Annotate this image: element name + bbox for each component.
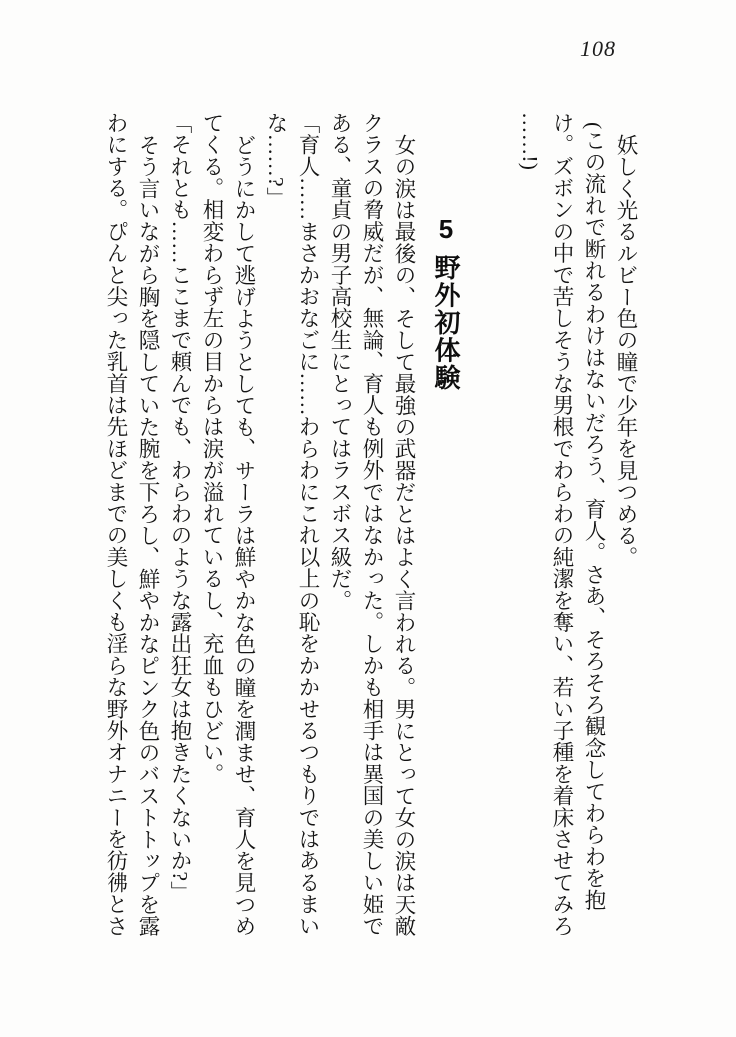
text-line: てくる。相変わらず左の目からは涙が溢れているし、充血もひどい。 [200, 112, 224, 785]
text-line: け。ズボンの中で苦しそうな男根でわらわの純潔を奪い、若い子種を着床させてみろ [550, 112, 574, 937]
text-line: わにする。ぴんと尖った乳首は先ほどまでの美しくも淫らな野外オナニーを彷彿とさ [104, 112, 128, 937]
chapter-title: 野外初体験 [431, 253, 461, 391]
text-line: 「育人……まさかおなごに……わらわにこれ以上の恥をかかせるつもりではあるまい [296, 112, 320, 937]
text-line: そう言いながら胸を隠していた腕を下ろし、鮮やかなピンク色のバストトップを露 [136, 133, 160, 937]
page-number: 108 [580, 36, 616, 61]
chapter-number: 5 [431, 214, 461, 246]
text-line: 女の涙は最後の、そして最強の武器だとはよく言われる。男にとって女の涙は天敵 [392, 133, 416, 937]
text-line: (この流れで断れるわけはないだろう、育人。さあ、そろそろ観念してわらわを抱 [582, 122, 606, 911]
text-line: ある、童貞の男子高校生にとってはラスボス級だ。 [328, 112, 352, 612]
text-line: 妖しく光るルビー色の瞳で少年を見つめる。 [614, 133, 638, 568]
text-line: ……!) [518, 112, 542, 171]
chapter-heading [432, 112, 460, 942]
text-line: どうにかして逃げようとしても、サーラは鮮やかな色の瞳を潤ませ、育人を見つめ [232, 133, 256, 937]
text-line: な……?」 [264, 112, 288, 209]
text-line: 「それとも……ここまで頼んでも、わらわのような露出狂女は抱きたくないか?」 [168, 112, 192, 903]
text-body [100, 112, 642, 942]
text-line: クラスの脅威だが、無論、育人も例外ではなかった。しかも相手は異国の美しい姫で [360, 112, 384, 937]
